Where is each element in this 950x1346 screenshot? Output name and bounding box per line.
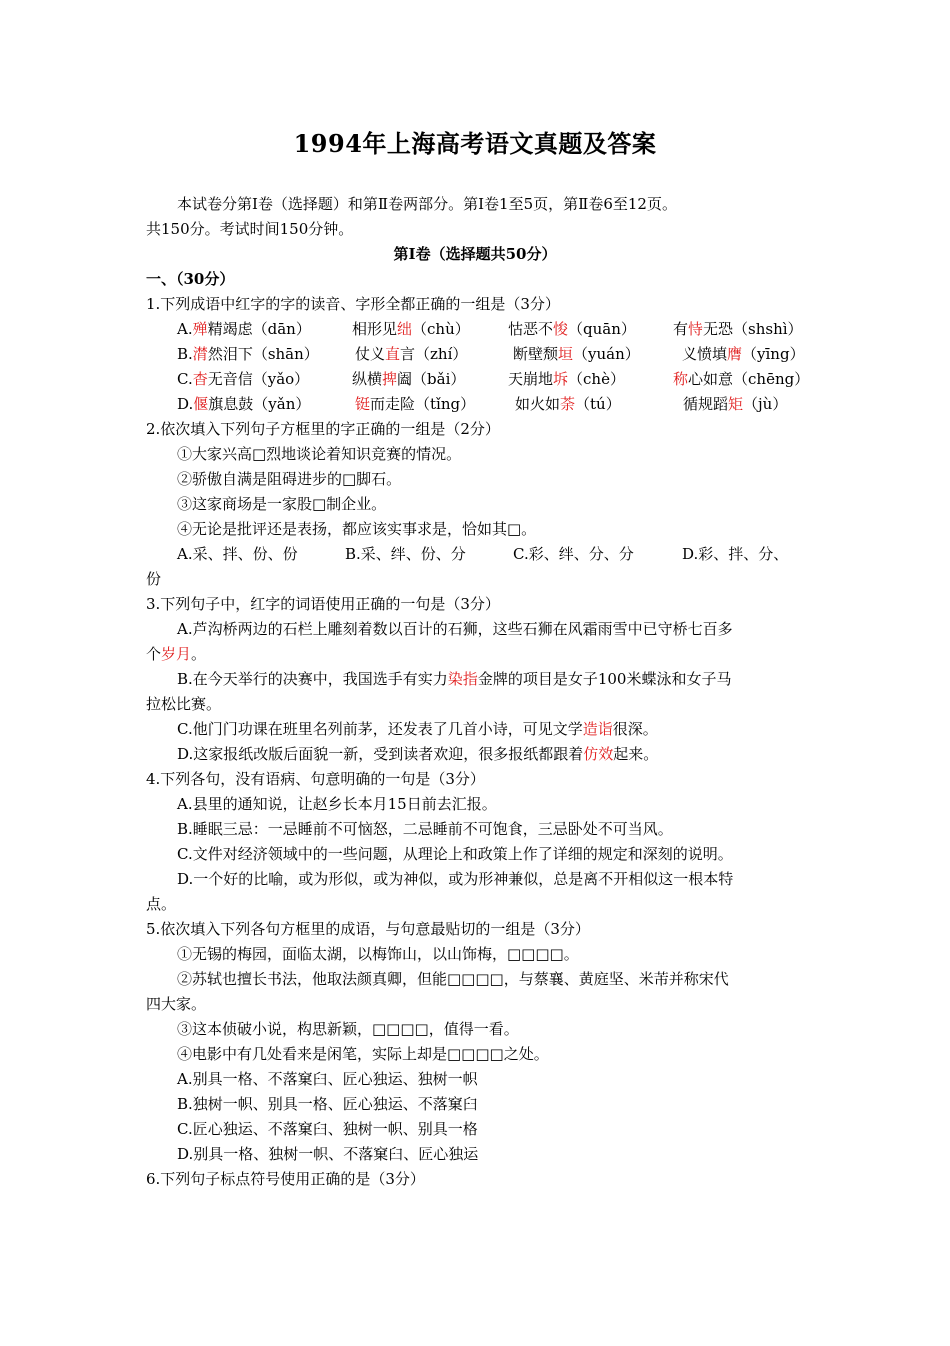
- q1-stem: 1.下列成语中红字的字的读音、字形全都正确的一组是（3分）: [146, 295, 560, 313]
- q3-option-a-line1: A.芦沟桥两边的石栏上雕刻着数以百计的石狮，这些石狮在风霜雨雪中已守桥七百多: [177, 620, 733, 638]
- q5-option-d: D.别具一格、独树一帜、不落窠臼、匠心独运: [177, 1145, 479, 1163]
- q5-item-3: ③这本侦破小说，构思新颖，□□□□，值得一看。: [177, 1020, 519, 1038]
- q3-option-b-line2: 拉松比赛。: [146, 695, 222, 713]
- q3-option-b-line1: B.在今天举行的决赛中，我国选手有实力染指金牌的项目是女子100米蝶泳和女子马: [177, 670, 732, 688]
- q5-option-b: B.独树一帜、别具一格、匠心独运、不落窠臼: [177, 1095, 478, 1113]
- q1-b-2: 仗义直言（zhí）: [355, 345, 468, 363]
- q3-highlight-c: 造诣: [582, 720, 613, 738]
- q2-item-4: ④无论是批评还是表扬，都应该实事求是，恰如其□。: [177, 520, 537, 538]
- q1-d-4: 循规蹈矩（jù）: [683, 395, 788, 413]
- q1-row-c: [177, 367, 817, 392]
- q3-highlight-b: 染指: [447, 670, 478, 688]
- q5-option-c: C.匠心独运、不落窠臼、独树一帜、别具一格: [177, 1120, 478, 1138]
- part-one-heading: 一、（30分）: [146, 270, 235, 288]
- q2-option-c: C.彩、绊、分、分: [513, 545, 634, 563]
- q1-a-2: 相形见绌（chù）: [352, 320, 470, 338]
- q1-row-a: [177, 317, 817, 342]
- q1-a-4: 有恃无恐（shshì）: [673, 320, 803, 338]
- page-title: 1994年上海高考语文真题及答案: [293, 129, 657, 158]
- q1-d-3: 如火如荼（tú）: [515, 395, 621, 413]
- q5-item-2-line1: ②苏轼也擅长书法，他取法颜真卿，但能□□□□，与蔡襄、黄庭坚、米芾并称宋代: [177, 970, 729, 988]
- q5-item-1: ①无锡的梅园，面临太湖，以梅饰山，以山饰梅，□□□□。: [177, 945, 579, 963]
- q1-b-4: 义愤填膺（yīng）: [682, 345, 805, 363]
- q1-b-1: B.潸然泪下（shān）: [177, 345, 319, 363]
- q3-highlight-a: 岁月: [161, 645, 192, 663]
- intro-line-1: 本试卷分第Ⅰ卷（选择题）和第Ⅱ卷两部分。第Ⅰ卷1至5页，第Ⅱ卷6至12页。: [177, 195, 677, 213]
- q1-c-4: 称心如意（chēng）: [673, 370, 810, 388]
- q1-c-3: 天崩地坼（chè）: [508, 370, 625, 388]
- q3-highlight-d: 仿效: [583, 745, 614, 763]
- intro-line-2: 共150分。考试时间150分钟。: [146, 220, 354, 238]
- q4-stem: 4.下列各句，没有语病、句意明确的一句是（3分）: [146, 770, 485, 788]
- q4-option-d-line1: D.一个好的比喻，或为形似，或为神似，或为形神兼似，总是离不开相似这一根本特: [177, 870, 734, 888]
- q3-option-d: D.这家报纸改版后面貌一新，受到读者欢迎，很多报纸都跟着仿效起来。: [177, 745, 659, 763]
- q3-stem: 3.下列句子中，红字的词语使用正确的一句是（3分）: [146, 595, 500, 613]
- q2-item-1: ①大家兴高□烈地谈论着知识竞赛的情况。: [177, 445, 462, 463]
- q1-b-3: 断壁颓垣（yuán）: [513, 345, 640, 363]
- q3-option-a-line2: 个岁月。: [146, 645, 207, 663]
- q3-option-c: C.他门门功课在班里名列前茅，还发表了几首小诗，可见文学造诣很深。: [177, 720, 658, 738]
- q5-stem: 5.依次填入下列各句方框里的成语，与句意最贴切的一组是（3分）: [146, 920, 590, 938]
- q1-c-1: C.杳无音信（yǎo）: [177, 370, 310, 388]
- q1-a-1: A.殚精竭虑（dān）: [177, 320, 311, 338]
- q5-option-a: A.别具一格、不落窠臼、匠心独运、独树一帜: [177, 1070, 478, 1088]
- q5-item-2-line2: 四大家。: [146, 995, 207, 1013]
- q2-option-d: D.彩、拌、分、: [682, 545, 789, 563]
- q1-d-1: D.偃旗息鼓（yǎn）: [177, 395, 311, 413]
- q2-item-2: ②骄傲自满是阻碍进步的□脚石。: [177, 470, 402, 488]
- q2-options: [177, 542, 817, 567]
- q4-option-d-line2: 点。: [146, 895, 177, 913]
- q1-row-d: [177, 392, 817, 417]
- q4-option-c: C.文件对经济领域中的一些问题，从理论上和政策上作了详细的规定和深刻的说明。: [177, 845, 733, 863]
- section-heading: 第Ⅰ卷（选择题共50分）: [393, 245, 557, 263]
- q4-option-b: B.睡眠三忌：一忌睡前不可恼怒，二忌睡前不可饱食，三忌卧处不可当风。: [177, 820, 673, 838]
- q6-stem: 6.下列句子标点符号使用正确的是（3分）: [146, 1170, 425, 1188]
- q5-item-4: ④电影中有几处看来是闲笔，实际上却是□□□□之处。: [177, 1045, 549, 1063]
- q2-option-wrap: 份: [146, 570, 162, 588]
- q1-a-3: 怙恶不悛（quān）: [508, 320, 636, 338]
- q1-row-b: [177, 342, 817, 367]
- q2-item-3: ③这家商场是一家股□制企业。: [177, 495, 387, 513]
- q2-stem: 2.依次填入下列句子方框里的字正确的一组是（2分）: [146, 420, 500, 438]
- q1-c-2: 纵横捭阖（bǎi）: [352, 370, 466, 388]
- q2-option-b: B.采、绊、份、分: [345, 545, 466, 563]
- q1-d-2: 铤而走险（tǐng）: [355, 395, 476, 413]
- q2-option-a: A.采、拌、份、份: [177, 545, 298, 563]
- q4-option-a: A.县里的通知说，让赵乡长本月15日前去汇报。: [177, 795, 497, 813]
